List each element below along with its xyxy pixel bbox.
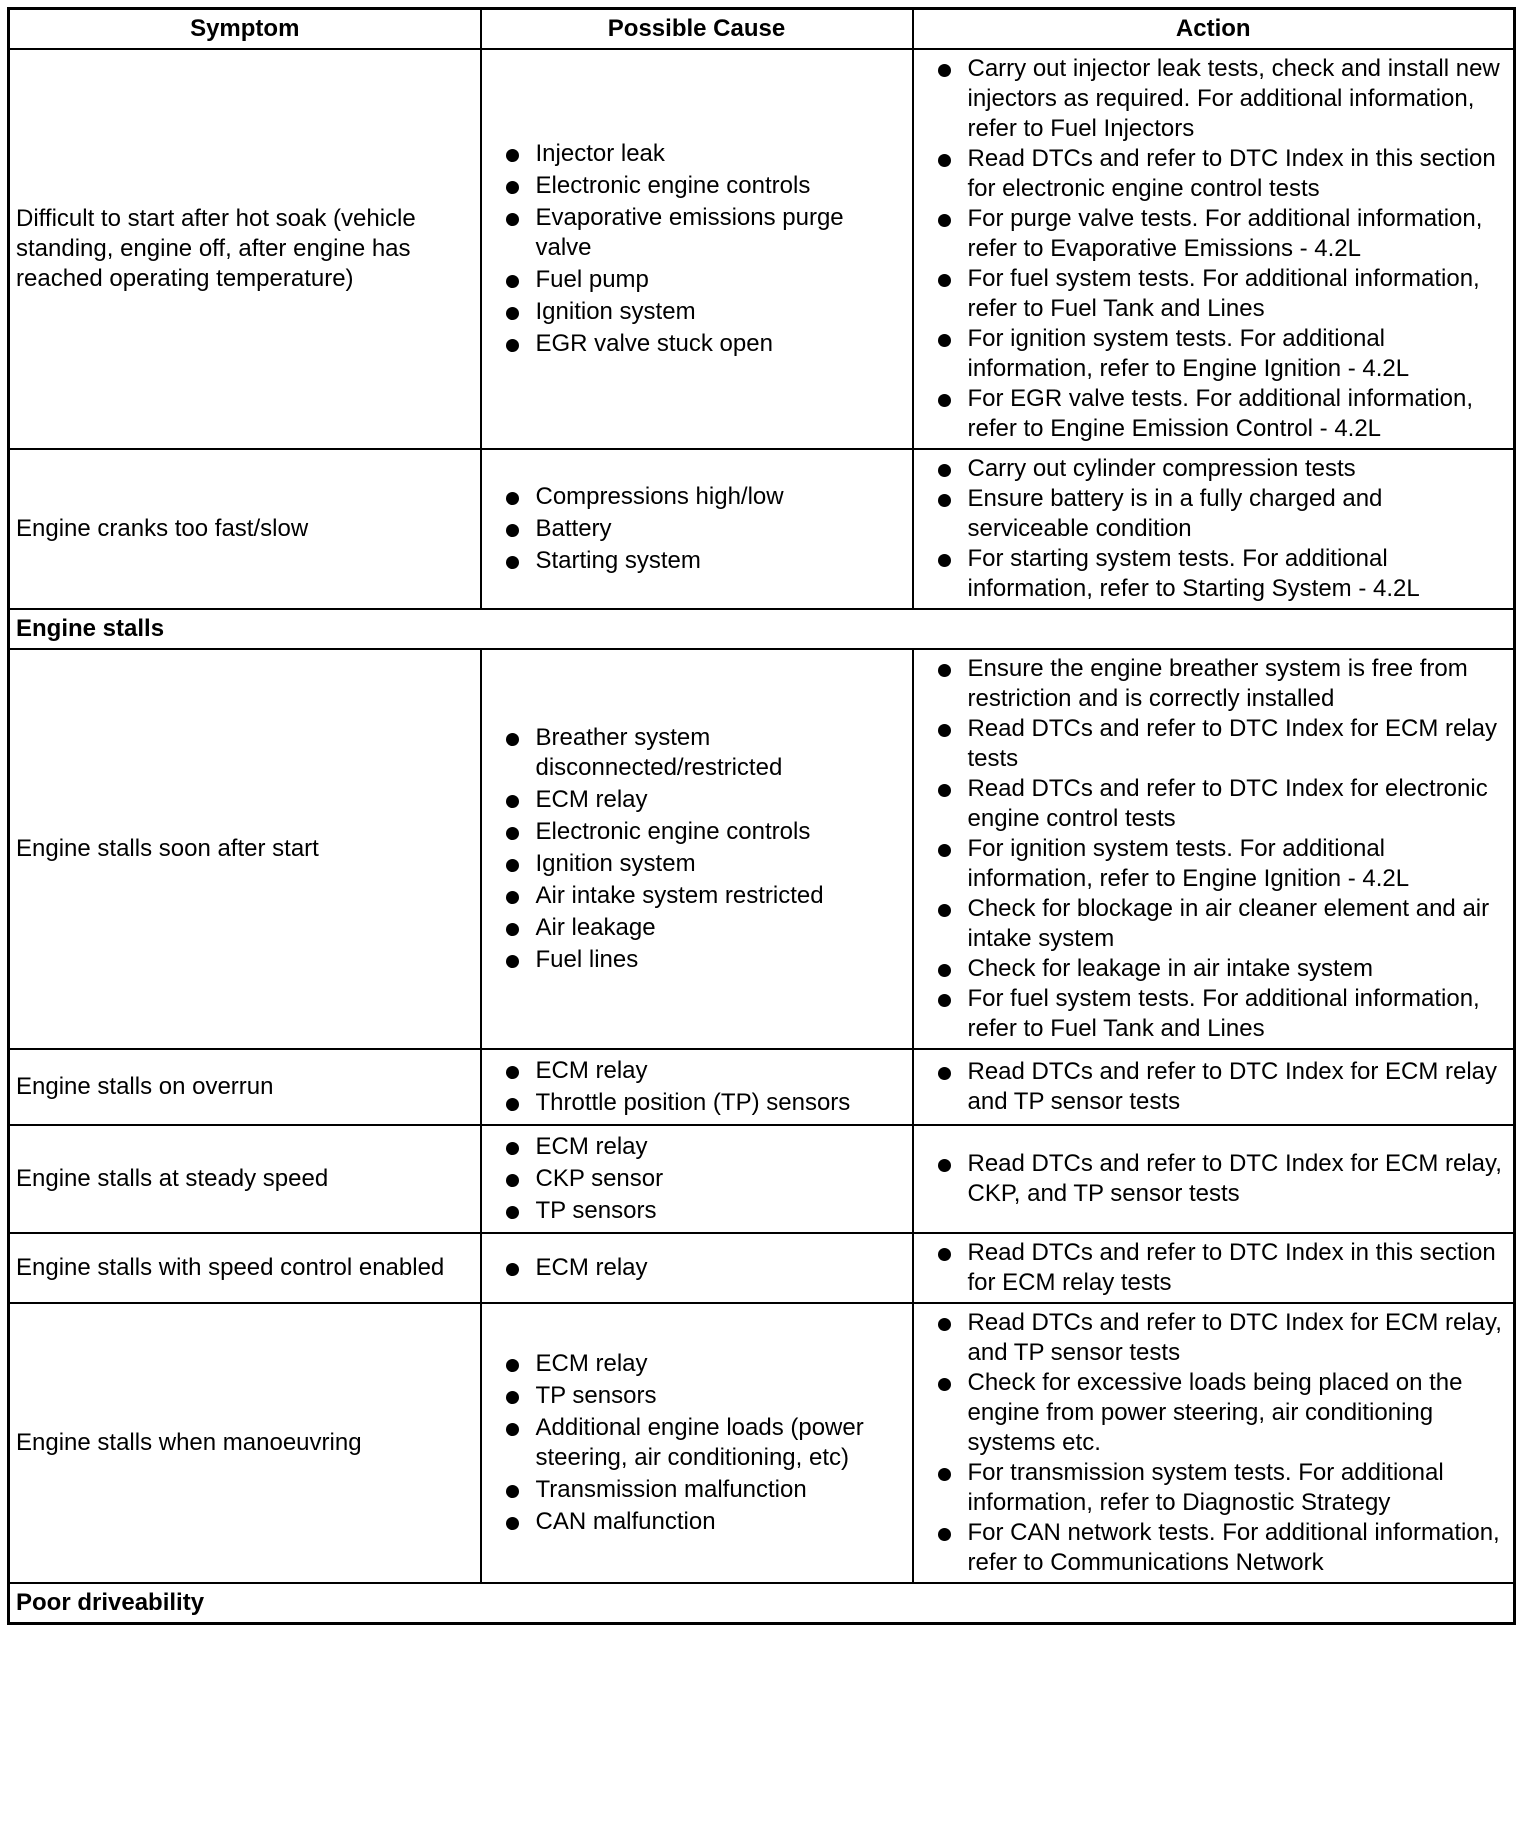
bullet-icon [938,554,951,567]
table-row [9,1303,1515,1583]
cause-item [502,913,906,943]
cause-text: Fuel lines [535,946,639,973]
diagnostic-table-container [7,7,1516,1625]
cause-list [502,1349,906,1537]
cause-list [502,1253,906,1283]
header-symptom: Symptom [9,9,481,50]
bullet-icon [938,964,951,977]
bullet-icon [506,891,519,904]
bullet-icon [506,795,519,808]
cause-item [502,1088,906,1118]
action-item [934,1057,1510,1117]
cause-text: Electronic engine controls [535,818,811,845]
action-text: Check for excessive loads being placed on the engine from power steering, air conditioning systems etc. [967,1369,1463,1456]
possible-cause-cell [481,1125,913,1233]
action-text: Ensure the engine breather system is free from restriction and is correctly installed [967,655,1468,712]
action-text: For starting system tests. For additional information, refer to Starting System - 4.2L [967,545,1420,602]
bullet-icon [938,1468,951,1481]
action-text: Read DTCs and refer to DTC Index for ECM relay, and TP sensor tests [967,1309,1502,1366]
action-text: Ensure battery is in a fully charged and serviceable condition [967,485,1383,542]
action-item [934,544,1510,604]
bullet-icon [938,154,951,167]
table-header-row [9,9,1515,50]
cause-item [502,1413,906,1473]
cause-item [502,785,906,815]
cause-list [502,482,906,576]
action-text: Read DTCs and refer to DTC Index for ECM relay and TP sensor tests [967,1058,1498,1115]
action-item [934,324,1510,384]
bullet-icon [506,859,519,872]
action-text: For CAN network tests. For additional information, refer to Communications Network [967,1519,1500,1576]
bullet-icon [506,1142,519,1155]
action-text: Read DTCs and refer to DTC Index for ECM relay tests [967,715,1498,772]
action-list [934,1238,1510,1298]
bullet-icon [506,955,519,968]
bullet-icon [506,1174,519,1187]
action-item [934,1308,1510,1368]
bullet-icon [506,733,519,746]
action-cell [913,449,1515,609]
action-text: For ignition system tests. For additional information, refer to Engine Ignition - 4.2L [967,835,1410,892]
action-list [934,454,1510,604]
bullet-icon [506,1263,519,1276]
action-item [934,954,1510,984]
action-item [934,714,1510,774]
cause-item [502,945,906,975]
action-item [934,1238,1510,1298]
action-text: For fuel system tests. For additional information, refer to Fuel Tank and Lines [967,265,1480,322]
table-row [9,449,1515,609]
action-list [934,1149,1510,1209]
table-row [9,1125,1515,1233]
action-text: For purge valve tests. For additional information, refer to Evaporative Emissions - 4.2L [967,205,1483,262]
cause-text: Evaporative emissions purge valve [535,204,844,261]
cause-text: Air leakage [535,914,656,941]
cause-text: Air intake system restricted [535,882,824,909]
cause-item [502,817,906,847]
possible-cause-cell [481,649,913,1049]
cause-text: ECM relay [535,1133,648,1160]
bullet-icon [506,275,519,288]
action-text: For ignition system tests. For additional information, refer to Engine Ignition - 4.2L [967,325,1410,382]
cause-list [502,723,906,975]
cause-item [502,1132,906,1162]
action-text: Read DTCs and refer to DTC Index for ECM relay, CKP, and TP sensor tests [967,1150,1502,1207]
cause-text: Breather system disconnected/restricted [535,724,783,781]
action-item [934,484,1510,544]
cause-item [502,1349,906,1379]
action-item [934,1518,1510,1578]
section-header-row [9,609,1515,649]
symptom-cell: Difficult to start after hot soak (vehicle standing, engine off, after engine has reached operating temperature) [9,49,481,449]
action-item [934,894,1510,954]
cause-text: Battery [535,515,612,542]
cause-text: Electronic engine controls [535,172,811,199]
bullet-icon [938,994,951,1007]
cause-text: Starting system [535,547,701,574]
bullet-icon [506,213,519,226]
action-text: Read DTCs and refer to DTC Index in this section for electronic engine control tests [967,145,1496,202]
cause-item [502,297,906,327]
bullet-icon [506,1359,519,1372]
cause-item [502,881,906,911]
action-item [934,454,1510,484]
cause-text: ECM relay [535,1350,648,1377]
bullet-icon [938,394,951,407]
action-cell [913,1233,1515,1303]
cause-item [502,514,906,544]
action-item [934,654,1510,714]
bullet-icon [938,464,951,477]
symptom-cell: Engine stalls at steady speed [9,1125,481,1233]
bullet-icon [506,149,519,162]
action-item [934,144,1510,204]
bullet-icon [938,664,951,677]
cause-text: TP sensors [535,1382,657,1409]
bullet-icon [938,1248,951,1261]
section-header-row [9,1583,1515,1624]
bullet-icon [506,181,519,194]
action-item [934,384,1510,444]
cause-item [502,203,906,263]
table-row [9,49,1515,449]
bullet-icon [506,339,519,352]
cause-list [502,1132,906,1226]
bullet-icon [938,1159,951,1172]
action-list [934,1057,1510,1117]
section-title: Poor driveability [9,1583,1515,1624]
bullet-icon [506,1206,519,1219]
cause-item [502,265,906,295]
action-item [934,1368,1510,1458]
action-cell [913,1125,1515,1233]
header-action: Action [913,9,1515,50]
cause-item [502,1253,906,1283]
cause-text: Transmission malfunction [535,1476,807,1503]
bullet-icon [506,827,519,840]
bullet-icon [938,784,951,797]
bullet-icon [938,214,951,227]
header-possible-cause: Possible Cause [481,9,913,50]
table-row [9,1233,1515,1303]
cause-text: Ignition system [535,298,696,325]
cause-item [502,546,906,576]
table-body [9,49,1515,1624]
action-item [934,1458,1510,1518]
cause-item [502,1056,906,1086]
cause-text: ECM relay [535,786,648,813]
action-list [934,54,1510,444]
bullet-icon [506,923,519,936]
action-item [934,774,1510,834]
symptom-cell: Engine stalls with speed control enabled [9,1233,481,1303]
bullet-icon [506,556,519,569]
bullet-icon [506,1066,519,1079]
cause-text: Injector leak [535,140,665,167]
bullet-icon [938,724,951,737]
possible-cause-cell [481,1303,913,1583]
cause-text: EGR valve stuck open [535,330,773,357]
cause-text: Additional engine loads (power steering, air conditioning, etc) [535,1414,864,1471]
possible-cause-cell [481,49,913,449]
action-text: Check for leakage in air intake system [967,955,1374,982]
cause-text: Ignition system [535,850,696,877]
cause-item [502,329,906,359]
bullet-icon [506,492,519,505]
symptom-cell: Engine cranks too fast/slow [9,449,481,609]
action-item [934,1149,1510,1209]
bullet-icon [938,1378,951,1391]
action-text: Read DTCs and refer to DTC Index for electronic engine control tests [967,775,1488,832]
bullet-icon [938,1067,951,1080]
symptom-chart-table [7,7,1516,1625]
action-text: Carry out cylinder compression tests [967,455,1356,482]
action-cell [913,49,1515,449]
cause-item [502,1164,906,1194]
bullet-icon [938,904,951,917]
bullet-icon [506,1485,519,1498]
bullet-icon [938,64,951,77]
action-text: For transmission system tests. For additional information, refer to Diagnostic Strategy [967,1459,1444,1516]
bullet-icon [506,524,519,537]
table-row [9,649,1515,1049]
possible-cause-cell [481,449,913,609]
bullet-icon [938,274,951,287]
table-row [9,1049,1515,1125]
action-item [934,984,1510,1044]
action-cell [913,1303,1515,1583]
possible-cause-cell [481,1233,913,1303]
cause-text: ECM relay [535,1057,648,1084]
symptom-cell: Engine stalls when manoeuvring [9,1303,481,1583]
cause-item [502,1381,906,1411]
action-text: Read DTCs and refer to DTC Index in this section for ECM relay tests [967,1239,1496,1296]
action-list [934,654,1510,1044]
bullet-icon [506,1423,519,1436]
bullet-icon [938,1318,951,1331]
action-item [934,264,1510,324]
bullet-icon [506,1098,519,1111]
bullet-icon [938,1528,951,1541]
cause-item [502,139,906,169]
cause-text: TP sensors [535,1197,657,1224]
bullet-icon [506,1391,519,1404]
action-text: Carry out injector leak tests, check and install new injectors as required. For additional information, refer to Fuel Injectors [967,55,1500,142]
action-item [934,204,1510,264]
section-title: Engine stalls [9,609,1515,649]
cause-list [502,1056,906,1118]
bullet-icon [938,334,951,347]
cause-item [502,171,906,201]
bullet-icon [938,494,951,507]
cause-item [502,482,906,512]
possible-cause-cell [481,1049,913,1125]
action-text: For EGR valve tests. For additional information, refer to Engine Emission Control - 4.2L [967,385,1474,442]
bullet-icon [938,844,951,857]
bullet-icon [506,307,519,320]
action-cell [913,1049,1515,1125]
action-text: For fuel system tests. For additional information, refer to Fuel Tank and Lines [967,985,1480,1042]
action-item [934,54,1510,144]
bullet-icon [506,1517,519,1530]
cause-text: CAN malfunction [535,1508,716,1535]
cause-item [502,1475,906,1505]
cause-text: Fuel pump [535,266,649,293]
symptom-cell: Engine stalls on overrun [9,1049,481,1125]
action-cell [913,649,1515,1049]
cause-text: Compressions high/low [535,483,784,510]
action-text: Check for blockage in air cleaner element and air intake system [967,895,1490,952]
cause-item [502,723,906,783]
cause-text: CKP sensor [535,1165,664,1192]
cause-text: ECM relay [535,1254,648,1281]
cause-text: Throttle position (TP) sensors [535,1089,851,1116]
action-list [934,1308,1510,1578]
action-item [934,834,1510,894]
symptom-cell: Engine stalls soon after start [9,649,481,1049]
cause-list [502,139,906,359]
cause-item [502,1507,906,1537]
cause-item [502,849,906,879]
cause-item [502,1196,906,1226]
